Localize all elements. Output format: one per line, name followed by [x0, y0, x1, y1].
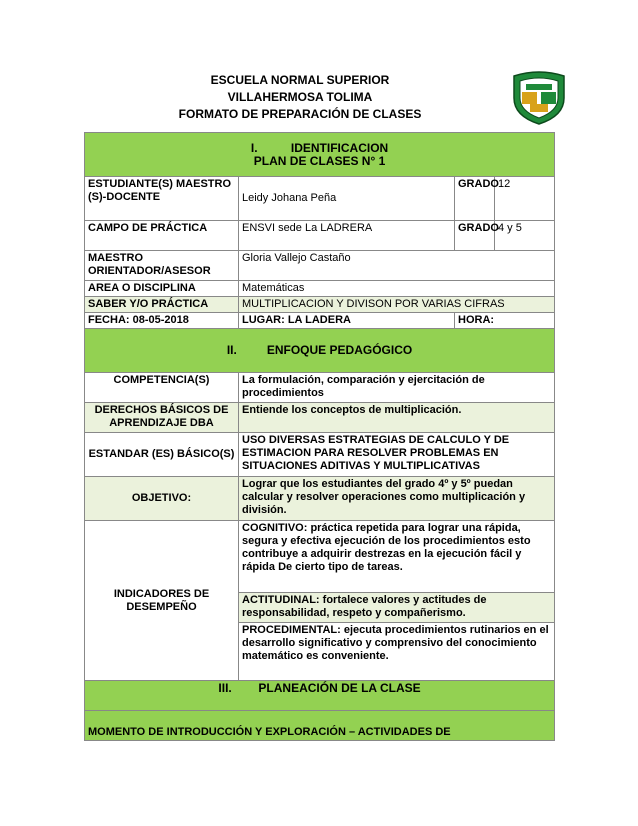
section-planeacion [85, 681, 555, 711]
grado-label: GRADO [455, 177, 495, 221]
school-shield-logo [510, 70, 568, 126]
section-number: II. [226, 343, 237, 357]
dba-value: Entiende los conceptos de multiplicación. [239, 403, 555, 433]
saber-label: SABER Y/O PRÁCTICA [85, 297, 239, 313]
campo-label: CAMPO DE PRÁCTICA [85, 221, 239, 251]
objetivo-label: OBJETIVO: [85, 477, 239, 521]
competencia-label: COMPETENCIA(S) [85, 373, 239, 403]
hora: HORA: [455, 313, 555, 329]
dba-label: DERECHOS BÁSICOS DE APRENDIZAJE DBA [85, 403, 239, 433]
section-title: ENFOQUE PEDAGÓGICO [266, 343, 413, 357]
actitudinal-indicator: ACTITUDINAL: fortalece valores y actitudes de responsabilidad, respeto y compañerismo. [239, 593, 555, 623]
campo-value: ENSVI sede La LADRERA [239, 221, 455, 251]
orientador-value: Gloria Vallejo Castaño [239, 251, 555, 281]
school-location: VILLAHERMOSA TOLIMA [227, 90, 373, 104]
section-identificacion [85, 133, 555, 177]
area-label: AREA O DISCIPLINA [85, 281, 239, 297]
grado-value: 12 [495, 177, 555, 221]
school-name: ESCUELA NORMAL SUPERIOR [210, 73, 390, 87]
section-number: III. [218, 681, 232, 695]
saber-value: MULTIPLICACION Y DIVISON POR VARIAS CIFRAS [239, 297, 555, 313]
estudiante-value: Leidy Johana Peña [239, 177, 455, 221]
section-title: PLANEACIÓN DE LA CLASE [258, 681, 421, 695]
momento-introduccion: MOMENTO DE INTRODUCCIÓN Y EXPLORACIÓN – ACTIVIDADES DE [85, 711, 555, 741]
plan-number: PLAN DE CLASES N° 1 [253, 153, 386, 168]
form-title: FORMATO DE PREPARACIÓN DE CLASES [178, 107, 422, 121]
objetivo-value: Lograr que los estudiantes del grado 4º y 5º puedan calcular y resolver operaciones como multiplicación y división. [239, 477, 555, 521]
orientador-label: MAESTRO ORIENTADOR/ASESOR [85, 251, 239, 281]
procedimental-indicator: PROCEDIMENTAL: ejecuta procedimientos rutinarios en el desarrollo significativo y comprensivo del conocimiento matemático es conveniente. [239, 623, 555, 681]
section-number: I. [250, 140, 258, 155]
lugar: LUGAR: LA LADERA [239, 313, 455, 329]
area-value: Matemáticas [239, 281, 555, 297]
competencia-value: La formulación, comparación y ejercitación de procedimientos [239, 373, 555, 403]
lesson-plan-table [84, 132, 555, 741]
grado2-value: 4 y 5 [495, 221, 555, 251]
fecha: FECHA: 08-05-2018 [85, 313, 239, 329]
section-title: IDENTIFICACION [290, 140, 389, 155]
cognitivo-indicator: COGNITIVO: práctica repetida para lograr una rápida, segura y efectiva ejecución de los procedimientos esto contribuye a adquirir destrezas en la ejecución fácil y rápida De cierto tipo de tareas. [239, 521, 555, 593]
grado2-label: GRADO [455, 221, 495, 251]
estandar-label: ESTANDAR (ES) BÁSICO(S) [85, 433, 239, 477]
estandar-value: USO DIVERSAS ESTRATEGIAS DE CALCULO Y DE ESTIMACION PARA RESOLVER PROBLEMAS EN SITUACIONES ADITIVAS Y MULTIPLICATIVAS [239, 433, 555, 477]
indicadores-label: INDICADORES DE DESEMPEÑO [85, 521, 239, 681]
estudiante-label: ESTUDIANTE(S) MAESTRO (S)-DOCENTE [85, 177, 239, 221]
section-enfoque [85, 329, 555, 373]
